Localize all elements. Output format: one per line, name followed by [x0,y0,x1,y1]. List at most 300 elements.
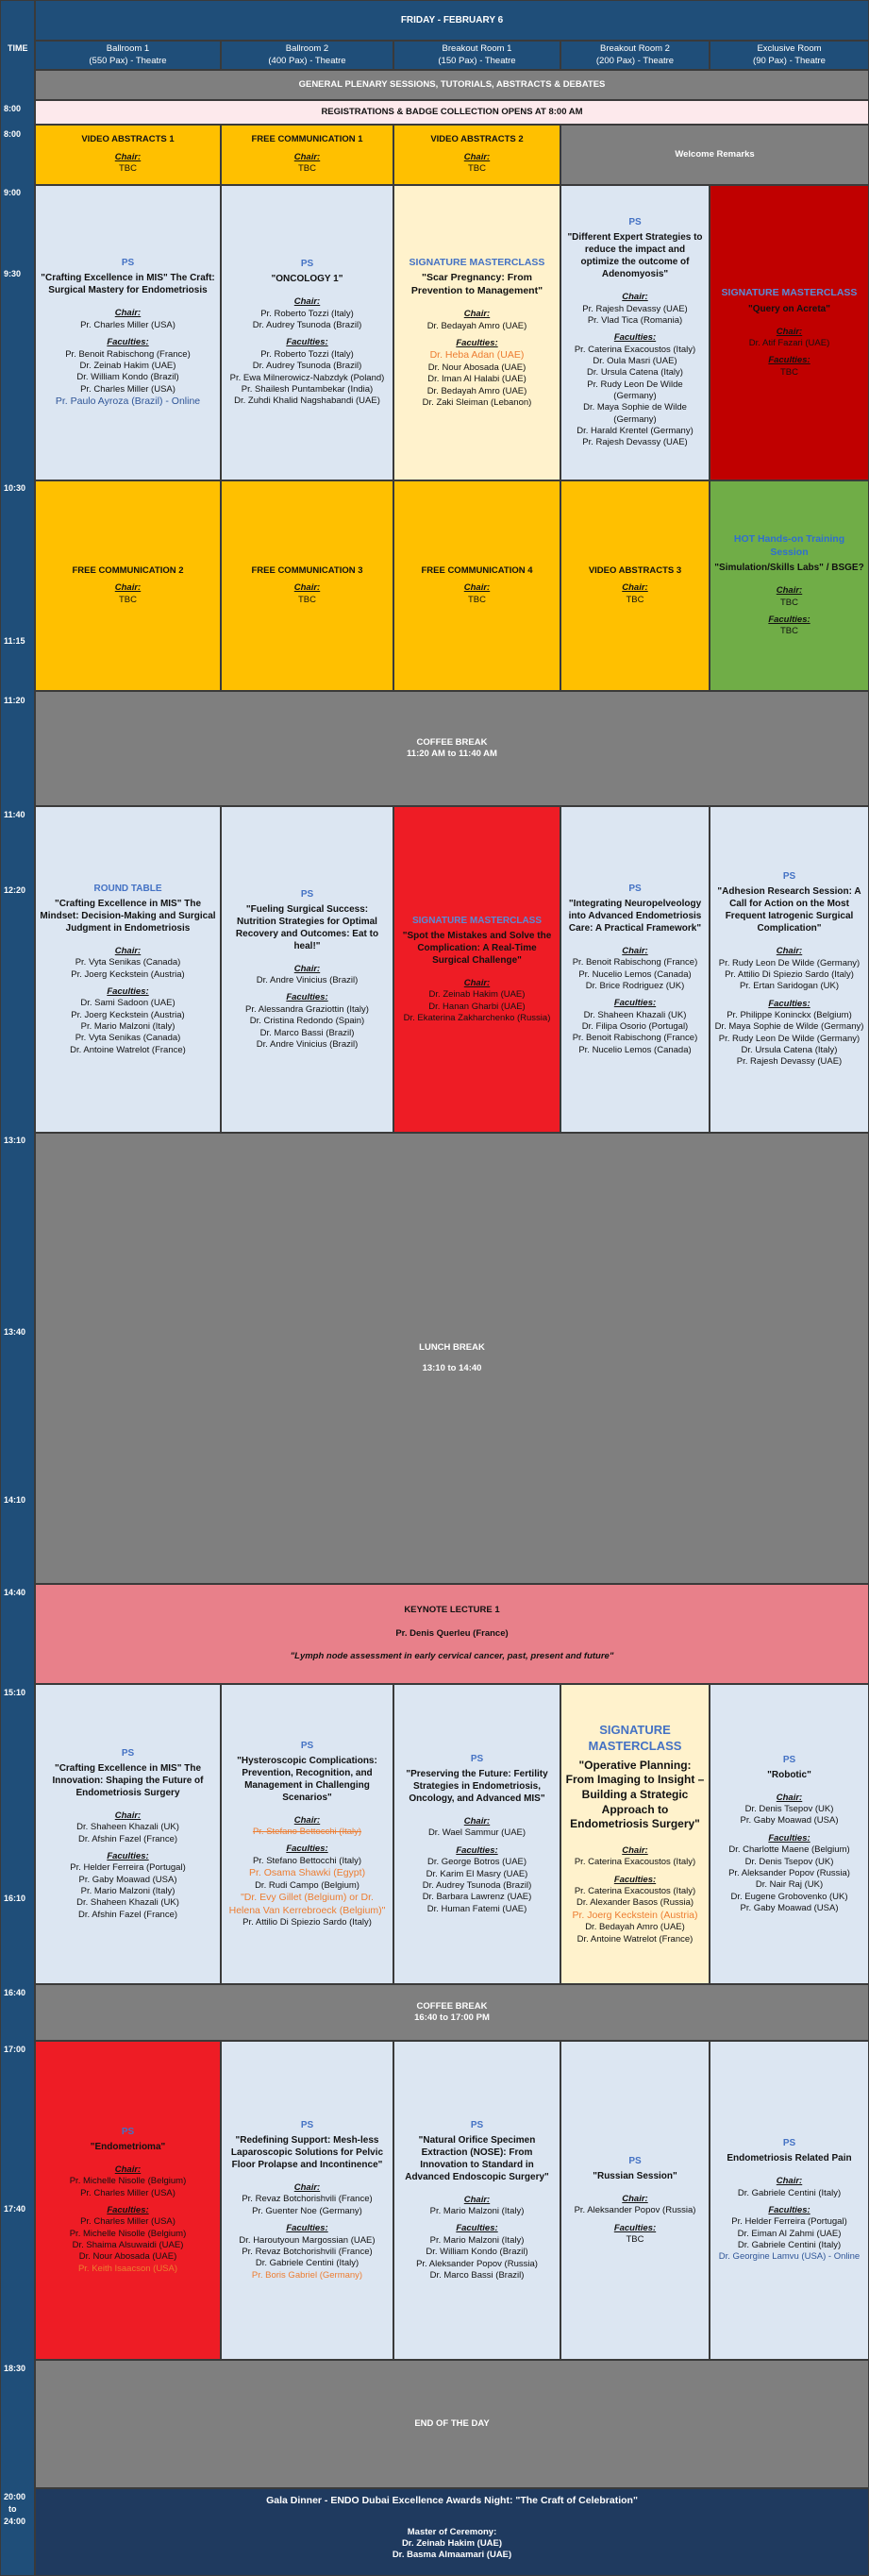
registration-text: REGISTRATIONS & BADGE COLLECTION OPENS AT 8:00 AM [321,106,583,117]
time-label: to [8,2504,17,2514]
chair-name: Dr. Hanan Gharbi (UAE) [428,1001,526,1012]
session-title: "Endometrioma" [90,2141,166,2152]
room-name: Exclusive Room [757,43,822,55]
coffee-break-title: COFFEE BREAK [416,736,488,748]
session-title: "Fueling Surgical Success: Nutrition Strategies for Optimal Recovery and Outcomes: Eat to heal!" [235,903,379,951]
session-kind: PS [470,1754,484,1765]
faculty-label: Faculties: [768,1832,811,1844]
session-fc4 [393,480,560,691]
room-name: Ballroom 2 [285,43,329,55]
chair-label: Chair: [463,151,491,162]
gala-title: Gala Dinner - ENDO Dubai Excellence Awards Night: "The Craft of Celebration" [266,2495,638,2506]
session-b1d [35,2041,221,2360]
session-kind: PS [628,2155,642,2166]
session-title: "Preserving the Future: Fertility Strategies in Endometriosis, Oncology, and Advanced MIS" [406,1769,548,1805]
session-title: "Simulation/Skills Labs" / BSGE? [714,563,864,574]
faculty-name: Pr. Helder Ferreira (Portugal) [70,1862,186,1874]
faculty-name-online: Dr. Georgine Lamvu (USA) - Online [718,2251,861,2263]
chair-name: TBC [626,594,644,605]
chair-name: Dr. Andre Vinicius (Brazil) [256,975,359,986]
session-kind: PS [628,883,642,894]
session-va2 [393,125,560,185]
session-va1 [35,125,221,185]
faculty-label: Faculties: [613,2222,657,2233]
day-title: FRIDAY - FEBRUARY 6 [400,15,504,25]
faculty-label: Faculties: [613,1874,657,1885]
session-hot [710,480,869,691]
faculty-name: Pr. Caterina Exacoustos (Italy) [574,344,696,355]
faculty-name: Pr. Roberto Tozzi (Italy) [260,348,354,360]
faculty-name: Dr. William Kondo (Brazil) [426,2247,528,2258]
chair-name: Pr. Revaz Botchorishvili (France) [242,2194,373,2205]
session-kind: FREE COMMUNICATION 3 [251,564,363,576]
chair-name: Dr. Audrey Tsunoda (Brazil) [252,320,362,331]
chair-name: TBC [119,594,137,605]
session-title: "Hysteroscopic Complications: Prevention, Recognition, and Management in Challenging Scenarios" [237,1755,377,1803]
gala-mc-name: Dr. Zeinab Hakim (UAE) [401,2537,503,2549]
faculty-name: Dr. Alexander Basos (Russia) [576,1897,694,1909]
faculty-label: Faculties: [456,1844,498,1856]
faculty-name: Pr. Benoit Rabischong (France) [572,1033,698,1044]
faculty-name-pending: "Dr. Evy Gillet (Belgium) or Dr. Helena Van Kerrebroeck (Belgium)" [228,1891,386,1916]
session-kind: HOT Hands-on Training Session [733,533,845,558]
time-label: 9:00 [4,188,22,197]
chair-name: Dr. Brice Rodriguez (UK) [585,980,685,991]
time-label: 10:30 [4,483,26,493]
room-capacity: (90 Pax) - Theatre [753,55,826,66]
session-kind: SIGNATURE MASTERCLASS [411,915,543,926]
faculty-name: Pr. Aleksander Popov (Russia) [416,2258,538,2269]
session-kind: FREE COMMUNICATION 2 [72,564,184,576]
chair-label: Chair: [293,1814,321,1826]
faculty-name: Dr. Charlotte Maene (Belgium) [728,1844,850,1856]
room-header [35,41,221,70]
faculty-name: Dr. Audrey Tsunoda (Brazil) [252,361,362,372]
chair-label: Chair: [463,977,491,988]
chair-label: Chair: [114,2164,142,2175]
faculty-name: Pr. Rajesh Devassy (UAE) [582,437,688,448]
coffee-break-time: 16:40 to 17:00 PM [414,2012,490,2023]
faculty-label: Faculties: [107,985,149,997]
faculty-name: Pr. Gaby Moawad (USA) [740,1902,839,1913]
faculty-name: Pr. Shailesh Puntambekar (India) [241,383,374,395]
session-title: "Integrating Neuropelveology into Advanced Endometriosis Care: A Practical Framework" [568,898,702,934]
session-kind: SIGNATURE MASTERCLASS [588,1723,682,1753]
faculty-name: Dr. Nour Abosada (UAE) [78,2251,177,2263]
session-fc1 [221,125,393,185]
session-title: "Scar Pregnancy: From Prevention to Management" [410,272,543,296]
faculty-name: Dr. Shaheen Khazali (UK) [583,1009,687,1020]
time-label: 13:40 [4,1327,26,1337]
chair-name: Dr. Zeinab Hakim (UAE) [428,989,526,1001]
chair-name: Pr. Michelle Nisolle (Belgium) [69,2176,187,2187]
session-kind: SIGNATURE MASTERCLASS [721,286,858,298]
chair-name: Pr. Nucelio Lemos (Canada) [578,968,692,980]
chair-name: Dr. Gabriele Centini (Italy) [737,2187,842,2198]
session-kind: PS [782,2138,796,2149]
time-label: 16:40 [4,1988,26,1997]
session-exa [710,185,869,480]
faculty-name: Dr. Filipa Osorio (Portugal) [581,1021,689,1033]
chair-label: Chair: [293,296,321,308]
session-title: "Different Expert Strategies to reduce the impact and optimize the outcome of Adenomyosis" [567,232,703,280]
chair-label: Chair: [776,1792,803,1803]
session-title: "Natural Orifice Specimen Extraction (NOSE): From Innovation to Standard in Advanced Endoscopic Surgery" [405,2134,549,2182]
coffee-break-1 [35,691,869,806]
chair-name: Pr. Guenter Noe (Germany) [252,2205,362,2216]
faculty-name: Dr. Barbara Lawrenz (UAE) [422,1892,532,1903]
chair-name: Pr. Joerg Keckstein (Austria) [71,968,185,980]
faculty-name: Dr. Gabriele Centini (Italy) [737,2240,842,2251]
faculty-label: Faculties: [286,992,328,1003]
faculty-name: TBC [780,366,798,378]
faculty-name: Dr. Gabriele Centini (Italy) [255,2258,359,2269]
session-kind: PS [300,1740,314,1751]
lunch-time: 13:10 to 14:40 [422,1363,482,1373]
room-header [393,41,560,70]
time-label: 12:20 [4,885,26,895]
time-label: 14:40 [4,1588,26,1597]
chair-label: Chair: [463,1816,491,1827]
faculty-name: Dr. Sami Sadoon (UAE) [80,998,175,1009]
welcome-text: Welcome Remarks [675,148,755,160]
time-label: 11:15 [4,636,25,646]
faculty-name: Pr. Caterina Exacoustos (Italy) [574,1885,696,1896]
session-kind: FREE COMMUNICATION 1 [251,134,363,145]
session-kind: ROUND TABLE [93,883,162,894]
faculty-name: Pr. Mario Malzoni (Italy) [429,2234,525,2246]
session-br2a [560,185,710,480]
faculty-name: Pr. Mario Malzoni (Italy) [80,1021,175,1033]
faculty-name: Pr. Mario Malzoni (Italy) [80,1886,175,1897]
faculty-name: Dr. Nour Abosada (UAE) [427,362,526,374]
session-kind: PS [470,2119,484,2130]
keynote-topic: "Lymph node assessment in early cervical cancer, past, present and future" [290,1651,614,1662]
time-label: 16:10 [4,1894,26,1903]
chair-label: Chair: [463,582,491,594]
faculty-name: Pr. Alessandra Graziottin (Italy) [245,1003,369,1015]
chair-name: Pr. Vlad Tica (Romania) [587,314,683,326]
plenary-subtitle [35,70,869,100]
faculty-name: Dr. Shaheen Khazali (UK) [76,1897,179,1909]
faculty-label: Faculties: [768,615,811,626]
faculty-name: Dr. Eiman Al Zahmi (UAE) [737,2228,842,2239]
session-title: "Crafting Excellence in MIS" The Innovation: Shaping the Future of Endometriosis Surgery [52,1762,204,1798]
chair-name: Pr. Attilio Di Spiezio Sardo (Italy) [725,968,854,980]
room-header [560,41,710,70]
faculty-label: Faculties: [768,355,811,366]
session-b1a [35,185,221,480]
room-name: Ballroom 1 [106,43,150,55]
time-label: 15:10 [4,1688,26,1697]
gala-dinner [35,2488,869,2576]
session-title: "Redefining Support: Mesh-less Laparoscopic Solutions for Pelvic Floor Prolapse and Incontinence" [230,2135,384,2171]
faculty-name: Dr. Marco Bassi (Brazil) [259,1027,355,1038]
session-b1c [35,1684,221,1984]
faculty-name: Dr. Bedayah Amro (UAE) [585,1922,685,1933]
chair-name: TBC [468,163,486,175]
lunch-title: LUNCH BREAK [419,1341,485,1353]
faculty-name: Pr. Rajesh Devassy (UAE) [736,1056,843,1068]
session-exd [710,2041,869,2360]
faculty-name: Dr. Maya Sophie de Wilde (Germany) [714,1021,864,1033]
chair-label: Chair: [776,946,803,957]
chair-name: TBC [298,163,316,175]
faculty-name: TBC [780,626,798,637]
session-kind: PS [628,217,642,228]
session-kind: FREE COMMUNICATION 4 [421,564,533,576]
session-title: "Crafting Excellence in MIS" The Craft: Surgical Mastery for Endometriosis [41,273,215,296]
chair-label: Chair: [114,582,142,594]
faculty-name-online: Pr. Paulo Ayroza (Brazil) - Online [55,395,201,407]
faculty-label: Faculties: [107,2204,149,2215]
faculty-name: Pr. Ewa Milnerowicz-Nabzdyk (Poland) [229,372,385,383]
room-capacity: (400 Pax) - Theatre [268,55,346,66]
faculty-name: Dr. Eugene Grobovenko (UK) [730,1891,848,1902]
keynote-speaker: Pr. Denis Querleu (France) [395,1627,509,1639]
faculty-label: Faculties: [768,2204,811,2215]
faculty-name: Dr. Andre Vinicius (Brazil) [256,1038,359,1050]
chair-name: Dr. Ekaterina Zakharchenko (Russia) [403,1012,551,1023]
session-br1a [393,185,560,480]
time-label: 8:00 [4,104,22,113]
chair-label: Chair: [622,945,648,956]
faculty-name: TBC [626,2233,644,2245]
faculty-name-pending: Pr. Joerg Keckstein (Austria) [572,1909,698,1921]
time-label: 20:00 [4,2492,26,2501]
chair-name: TBC [780,597,798,608]
registration-row [35,100,869,125]
chair-label: Chair: [463,309,491,320]
keynote-lecture [35,1584,869,1684]
faculty-label: Faculties: [613,332,657,344]
faculty-name: Dr. Harald Krentel (Germany) [577,426,694,437]
faculty-name: Pr. Rudy Leon De Wilde (Germany) [718,1033,861,1044]
faculty-name: Pr. Attilio Di Spiezio Sardo (Italy) [242,1917,372,1928]
session-br1c [393,1684,560,1984]
chair-name: Pr. Rajesh Devassy (UAE) [582,303,688,314]
faculty-name: Pr. Vyta Senikas (Canada) [75,1033,181,1044]
chair-name: Pr. Aleksander Popov (Russia) [574,2205,696,2216]
session-kind: SIGNATURE MASTERCLASS [409,256,545,268]
chair-name: Pr. Charles Miller (USA) [80,319,175,330]
faculty-name: Dr. Cristina Redondo (Spain) [249,1016,365,1027]
faculty-name: Dr. Maya Sophie de Wilde (Germany) [583,402,687,425]
faculty-name: Dr. Zeinab Hakim (UAE) [79,360,176,371]
faculty-name: Dr. Zuhdi Khalid Nagshabandi (UAE) [234,396,380,407]
day-header [35,0,869,41]
keynote-title: KEYNOTE LECTURE 1 [404,1605,500,1616]
end-of-day [35,2360,869,2488]
chair-name: Pr. Ertan Saridogan (UK) [739,981,840,992]
session-kind: PS [782,871,796,883]
chair-name: Dr. Atif Fazari (UAE) [748,337,830,348]
faculty-name: Pr. Michelle Nisolle (Belgium) [69,2228,187,2239]
faculty-name: Pr. Charles Miller (USA) [80,2216,175,2228]
session-title: "Robotic" [767,1769,811,1780]
time-column [0,0,35,2576]
chair-label: Chair: [293,2182,321,2194]
gala-mc-label: Master of Ceremony: [407,2526,497,2537]
faculty-name: Dr. Haroutyoun Margossian (UAE) [239,2234,376,2246]
time-label: 9:30 [4,269,22,278]
faculty-name: Dr. Denis Tsepov (UK) [744,1856,834,1867]
welcome-remarks [560,125,869,185]
room-header [221,41,393,70]
time-label: 18:30 [4,2364,26,2373]
faculty-name: Dr. Audrey Tsunoda (Brazil) [422,1879,532,1891]
session-exc [710,1684,869,1984]
session-b2d [221,2041,393,2360]
chair-label: Chair: [776,326,803,337]
session-title: "Spot the Mistakes and Solve the Complication: A Real-Time Surgical Challenge" [402,930,552,966]
faculty-name: Dr. Oula Masri (UAE) [593,355,677,366]
faculty-name-pending: Pr. Osama Shawki (Egypt) [248,1866,366,1878]
session-kind: VIDEO ABSTRACTS 3 [588,564,682,576]
chair-name: Dr. Afshin Fazel (France) [77,1833,178,1844]
session-kind: PS [300,2120,314,2131]
faculty-name: Dr. Ursula Catena (Italy) [587,367,683,379]
gala-mc-name: Dr. Basma Almaamari (UAE) [392,2550,512,2561]
session-fc2 [35,480,221,691]
chair-name: Pr. Vyta Senikas (Canada) [75,957,181,968]
faculty-name: Dr. Shaima Alsuwaidi (UAE) [72,2240,184,2251]
chair-label: Chair: [114,151,142,162]
chair-name: Dr. Bedayah Amro (UAE) [426,320,527,331]
chair-name: Dr. Wael Sammur (UAE) [427,1827,526,1839]
session-b1b [35,806,221,1133]
session-kind: PS [121,2126,135,2137]
chair-label: Chair: [293,582,321,594]
faculty-label: Faculties: [107,337,149,348]
faculty-name: Dr. Human Fatemi (UAE) [426,1903,527,1914]
session-b2a [221,185,393,480]
faculty-name: Dr. George Botros (UAE) [426,1857,527,1868]
session-b2c [221,1684,393,1984]
faculty-name: Pr. Aleksander Popov (Russia) [728,1867,850,1878]
coffee-break-time: 11:20 AM to 11:40 AM [407,749,497,759]
time-label: 8:00 [4,129,22,139]
coffee-break-title: COFFEE BREAK [416,2000,488,2012]
coffee-break-2 [35,1984,869,2041]
session-title: "Crafting Excellence in MIS" The Mindset: Decision-Making and Surgical Judgment in Endometriosis [40,898,216,934]
chair-name: Pr. Gaby Moawad (USA) [740,1815,839,1827]
room-header [710,41,869,70]
time-label: 13:10 [4,1136,26,1145]
chair-label: Chair: [463,2194,491,2205]
session-kind: PS [300,888,314,900]
lunch-break [35,1133,869,1584]
session-br2b [560,806,710,1133]
time-label: 17:40 [4,2204,26,2214]
session-br2c [560,1684,710,1984]
time-header: TIME [8,43,28,53]
chair-label: Chair: [114,308,142,319]
faculty-name: Pr. Helder Ferreira (Portugal) [731,2216,847,2228]
faculty-name: Dr. Ursula Catena (Italy) [741,1045,838,1056]
room-capacity: (150 Pax) - Theatre [438,55,516,66]
faculty-label: Faculties: [107,1850,149,1861]
time-label: 11:40 [4,810,25,819]
faculty-name: Pr. Rudy Leon De Wilde (Germany) [587,379,683,402]
chair-label: Chair: [293,151,321,162]
chair-label: Chair: [776,585,803,597]
plenary-subtitle-text: GENERAL PLENARY SESSIONS, TUTORIALS, ABSTRACTS & DEBATES [298,78,606,90]
faculty-name: Pr. Gaby Moawad (USA) [78,1874,177,1885]
chair-name: Pr. Charles Miller (USA) [80,2187,175,2198]
faculty-label: Faculties: [456,2223,498,2234]
session-title: Endometriosis Related Pain [727,2153,852,2164]
session-kind: VIDEO ABSTRACTS 1 [81,134,175,145]
chair-label: Chair: [776,2176,803,2187]
time-label: 14:10 [4,1495,26,1505]
room-capacity: (200 Pax) - Theatre [595,55,675,66]
room-name: Breakout Room 2 [600,43,670,55]
chair-label: Chair: [293,963,321,974]
session-kind: PS [300,259,314,270]
faculty-label: Faculties: [456,338,498,349]
faculty-name: Pr. Nucelio Lemos (Canada) [578,1044,692,1055]
chair-name: Pr. Roberto Tozzi (Italy) [260,308,354,319]
faculty-name: Dr. Zaki Sleiman (Lebanon) [422,397,532,409]
session-va3 [560,480,710,691]
chair-name: TBC [119,163,137,175]
faculty-name: Dr. Marco Bassi (Brazil) [429,2269,525,2281]
time-label: 24:00 [4,2517,26,2526]
session-fc3 [221,480,393,691]
faculty-label: Faculties: [286,2223,328,2234]
chair-label: Chair: [622,582,648,594]
faculty-name: Dr. Nair Raj (UK) [755,1879,824,1891]
chair-name: Pr. Caterina Exacoustos (Italy) [574,1857,696,1868]
faculty-name-pending: Pr. Boris Gabriel (Germany) [251,2269,363,2281]
faculty-name: Dr. Antoine Watrelot (France) [577,1933,694,1945]
faculty-name: Pr. Joerg Keckstein (Austria) [71,1009,185,1020]
session-br1d [393,2041,560,2360]
session-exb [710,806,869,1133]
chair-label: Chair: [114,945,142,956]
chair-label: Chair: [622,2193,648,2204]
session-kind: PS [121,258,135,269]
session-kind: VIDEO ABSTRACTS 2 [430,134,524,145]
chair-label: Chair: [622,292,648,303]
room-capacity: (550 Pax) - Theatre [89,55,167,66]
session-title: "Adhesion Research Session: A Call for Action on the Most Frequent Iatrogenic Surgical Complication" [717,886,861,934]
chair-name: Pr. Rudy Leon De Wilde (Germany) [718,957,861,968]
faculty-name: Pr. Charles Miller (USA) [80,383,175,395]
session-kind: PS [782,1754,796,1765]
faculty-name: Pr. Benoit Rabischong (France) [65,348,191,360]
chair-name: TBC [298,594,316,605]
end-of-day-text: END OF THE DAY [414,2417,490,2429]
session-title: "ONCOLOGY 1" [271,274,343,285]
session-b2b [221,806,393,1133]
faculty-label: Faculties: [613,998,657,1009]
session-br1b [393,806,560,1133]
faculty-name-pending: Dr. Heba Adan (UAE) [429,349,525,362]
room-name: Breakout Room 1 [442,43,512,55]
chair-name: TBC [468,594,486,605]
faculty-name: Dr. Iman Al Halabi (UAE) [427,374,526,385]
time-label: 11:20 [4,696,25,705]
faculty-name-pending: Pr. Keith Isaacson (USA) [77,2263,178,2274]
faculty-name: Pr. Philippe Koninckx (Belgium) [727,1010,852,1020]
time-label: 17:00 [4,2045,26,2054]
faculty-name: Dr. William Kondo (Brazil) [76,372,179,383]
chair-name: Pr. Stefano Bettocchi (Italy) [252,1826,362,1837]
faculty-name: Dr. Afshin Fazel (France) [77,1909,178,1920]
session-kind: PS [121,1747,135,1759]
